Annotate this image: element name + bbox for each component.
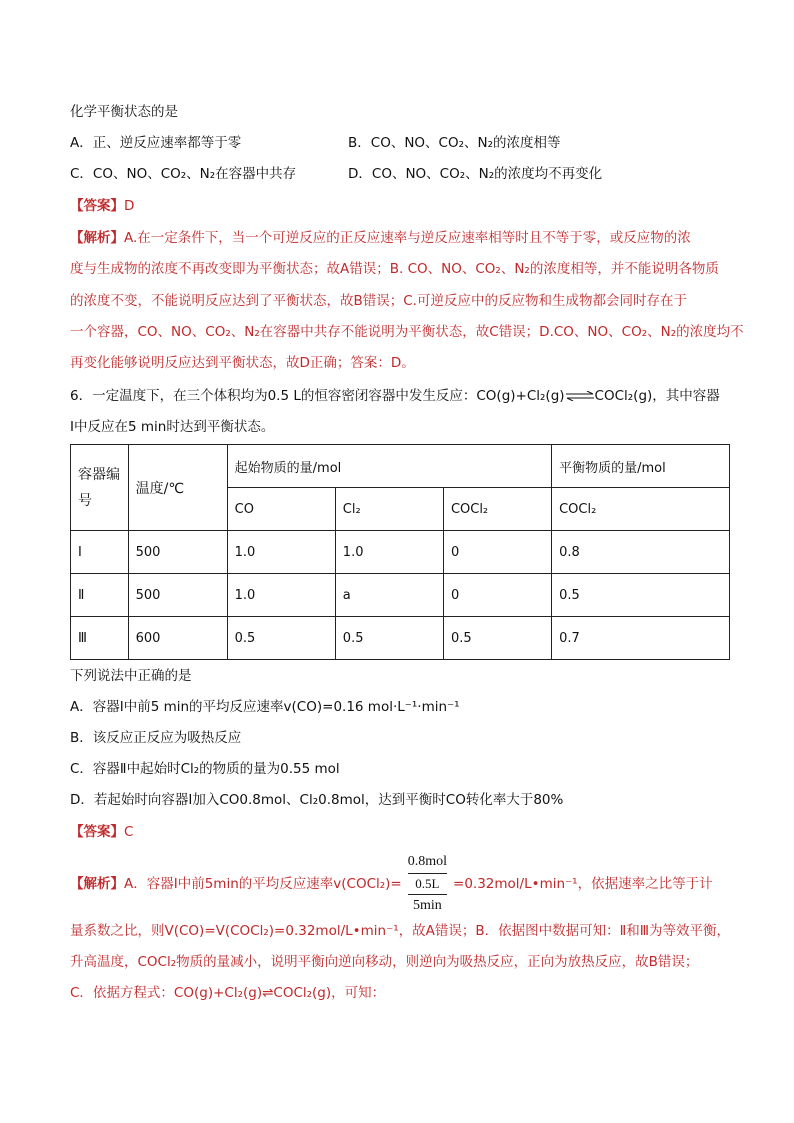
rate-fraction: [404, 853, 451, 915]
header-start-amount: 起始物质的量/mol: [227, 445, 551, 488]
analysis-label: 【解析】: [70, 230, 124, 246]
answer-value: D: [124, 198, 135, 214]
q5-analysis-line: 度与生成物的浓度不再改变即为平衡状态；故A错误；B. CO、NO、CO₂、N₂的浓度相等，并不能说明各物质: [70, 261, 719, 277]
q5-options-row1: [70, 133, 730, 153]
table-cell: 0.5: [443, 617, 551, 660]
fraction-numerator: 0.8mol: [407, 854, 448, 869]
table-cell: 500: [128, 574, 227, 617]
q5-analysis-line: 再变化能够说明反应达到平衡状态，故D正确；答案：D。: [70, 355, 415, 371]
header-container: 容器编号: [71, 445, 129, 531]
q5-analysis-line: [70, 228, 691, 248]
q6-analysis-line: 升高温度，COCl₂物质的量减小，说明平衡向逆向移动，则逆向为吸热反应，正向为放热反应，故B错误；: [70, 954, 699, 970]
answer-value: C: [124, 824, 134, 840]
answer-label: 【答案】: [70, 198, 124, 214]
q6-answer: [70, 822, 133, 842]
table-cell: Ⅲ: [71, 617, 129, 660]
q6-stem-line1: [70, 386, 720, 406]
q5-analysis-line: 一个容器，CO、NO、CO₂、N₂在容器中共存不能说明为平衡状态，故C错误；D.CO、NO、CO₂、N₂的浓度均不: [70, 324, 744, 340]
q5-answer: [70, 196, 134, 216]
fraction-volume: 0.5L: [408, 873, 447, 895]
subheader-cell: Cl₂: [335, 488, 443, 531]
q6-option-b: B．该反应正反应为吸热反应: [70, 730, 242, 746]
table-cell: Ⅱ: [71, 574, 129, 617]
table-cell: 0.5: [227, 617, 335, 660]
table-cell: 0.5: [552, 574, 730, 617]
q5-option-b: B．CO、NO、CO₂、N₂的浓度相等: [348, 135, 561, 151]
analysis-text: =0.32mol/L•min⁻¹，依据速率之比等于计: [453, 876, 713, 892]
table-cell: 0: [443, 574, 551, 617]
q6-stem-pre: 6．一定温度下，在三个体积均为0.5 L的恒容密闭容器中发生反应：CO(g)+Cl₂(g): [70, 388, 565, 404]
table-cell: 600: [128, 617, 227, 660]
q5-option-d: D．CO、NO、CO₂、N₂的浓度均不再变化: [348, 166, 603, 182]
analysis-text: A.在一定条件下，当一个可逆反应的正反应速率与逆反应速率相等时且不等于零，或反应物的浓: [124, 230, 691, 246]
table-cell: 0.7: [552, 617, 730, 660]
table-cell: 0.5: [335, 617, 443, 660]
analysis-label: 【解析】: [70, 876, 124, 892]
analysis-text: A．容器I中前5min的平均反应速率v(COCl₂)=: [124, 876, 402, 892]
table-cell: 1.0: [227, 574, 335, 617]
q6-stem-line2: Ⅰ中反应在5 min时达到平衡状态。: [70, 419, 275, 435]
table-row: [71, 574, 730, 617]
q6-analysis-line: 量系数之比，则V(CO)=V(COCl₂)=0.32mol/L•min⁻¹，故A错误；B．依据图中数据可知：Ⅱ和Ⅲ为等效平衡，: [70, 923, 731, 939]
fraction-denominator: 5min: [413, 898, 442, 913]
equilibrium-arrow-icon: [565, 391, 595, 401]
table-cell: 1.0: [335, 531, 443, 574]
q6-prompt: 下列说法中正确的是: [70, 668, 192, 684]
table-cell: 1.0: [227, 531, 335, 574]
q5-stem-tail: 化学平衡状态的是: [70, 104, 178, 120]
q5-option-c: C．CO、NO、CO₂、N₂在容器中共存: [70, 166, 297, 182]
header-equilibrium-amount: 平衡物质的量/mol: [552, 445, 730, 488]
table-header-row: [71, 445, 730, 488]
table-row: [71, 617, 730, 660]
table-cell: 0.8: [552, 531, 730, 574]
q6-option-a: A．容器Ⅰ中前5 min的平均反应速率v(CO)=0.16 mol·L⁻¹·min⁻¹: [70, 699, 460, 715]
q6-analysis-line1: [70, 853, 713, 915]
table-cell: Ⅰ: [71, 531, 129, 574]
q5-option-a: A．正、逆反应速率都等于零: [70, 135, 242, 151]
q6-option-d: D．若起始时向容器Ⅰ加入CO0.8mol、Cl₂0.8mol，达到平衡时CO转化率大于80%: [70, 792, 564, 808]
table-row: [71, 531, 730, 574]
header-temperature: 温度/℃: [128, 445, 227, 531]
table-cell: a: [335, 574, 443, 617]
q5-analysis-line: 的浓度不变，不能说明反应达到了平衡状态，故B错误；C.可逆反应中的反应物和生成物都会同时存在于: [70, 293, 687, 309]
q6-analysis-line: C．依据方程式：CO(g)+Cl₂(g)⇌COCl₂(g)，可知：: [70, 985, 386, 1001]
subheader-cell: COCl₂: [443, 488, 551, 531]
q6-stem-post: COCl₂(g)，其中容器: [594, 388, 720, 404]
table-cell: 0: [443, 531, 551, 574]
data-table: [70, 444, 730, 660]
subheader-cell: COCl₂: [552, 488, 730, 531]
answer-label: 【答案】: [70, 824, 124, 840]
q5-options-row2: [70, 164, 730, 184]
subheader-cell: CO: [227, 488, 335, 531]
table-cell: 500: [128, 531, 227, 574]
q6-option-c: C．容器Ⅱ中起始时Cl₂的物质的量为0.55 mol: [70, 761, 340, 777]
